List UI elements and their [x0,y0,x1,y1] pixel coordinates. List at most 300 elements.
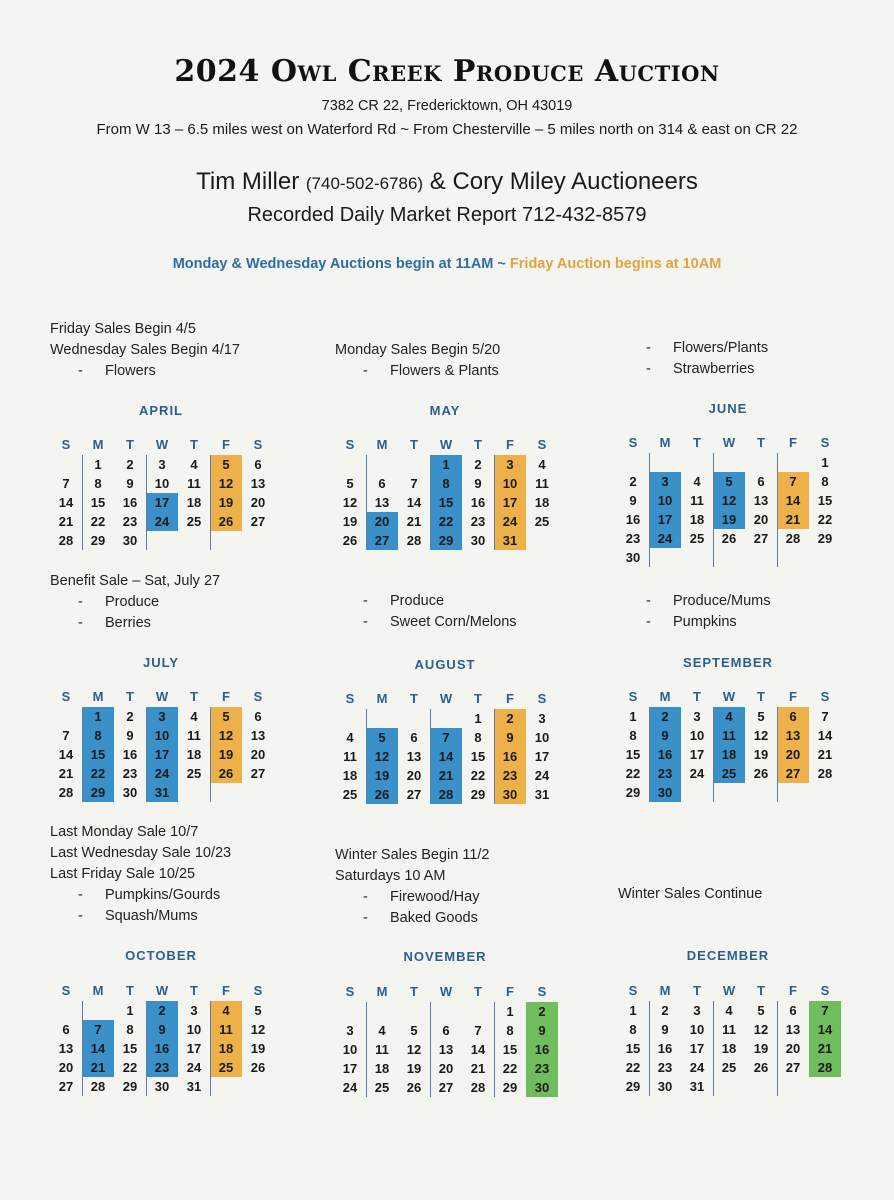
weekday-header: F [222,983,230,998]
day-cell: 28 [58,785,74,800]
day-cell: 3 [146,707,178,726]
day-cell: 25 [713,764,745,783]
weekday-header: F [506,437,514,452]
note-item: - Produce [335,591,517,612]
day-cell: 6 [757,474,765,489]
month-name-august: AUGUST [414,657,476,672]
weekday-header: T [410,691,418,706]
day-cell: 20 [777,745,809,764]
notes-aug [335,591,517,633]
day-cell: 28 [406,533,422,548]
notes-may [335,340,500,382]
day-cell: 8 [629,1022,637,1037]
weekday-header: M [376,691,388,706]
grid-divider [713,1001,714,1096]
day-cell: 25 [721,1060,737,1075]
day-cell: 12 [753,1022,769,1037]
day-cell: 20 [58,1060,74,1075]
note-item: - Squash/Mums [50,906,231,927]
day-cell: 8 [474,730,482,745]
day-cell: 11 [375,1042,389,1057]
day-cell: 7 [410,476,418,491]
day-cell: 21 [58,766,74,781]
weekday-header: F [789,435,797,450]
day-cell: 29 [502,1080,518,1095]
day-cell: 3 [190,1003,198,1018]
note-item: - Sweet Corn/Melons [335,612,517,633]
day-cell: 9 [494,728,526,747]
day-cell: 4 [190,709,198,724]
day-cell: 19 [753,1041,769,1056]
day-cell: 22 [82,764,114,783]
day-cell: 9 [126,476,134,491]
day-cell: 26 [342,533,358,548]
weekday-header: S [820,689,830,704]
grid-divider [713,453,714,567]
notes-dec [618,884,762,905]
day-cell: 6 [410,730,418,745]
day-cell: 22 [625,1060,641,1075]
weekday-header: W [439,984,453,999]
day-cell: 2 [494,709,526,728]
day-cell: 21 [82,1058,114,1077]
day-cell: 24 [649,529,681,548]
day-cell: 7 [62,476,70,491]
weekday-header: S [345,437,355,452]
day-cell: 13 [374,495,390,510]
day-cell: 29 [122,1079,138,1094]
day-cell: 21 [58,514,74,529]
notes-oct [50,822,231,927]
day-cell: 28 [90,1079,106,1094]
day-cell: 5 [346,476,354,491]
day-cell: 3 [538,711,546,726]
day-cell: 16 [122,495,138,510]
note-line: Last Monday Sale 10/7 [50,824,199,840]
day-cell: 2 [146,1001,178,1020]
day-cell: 21 [817,747,833,762]
day-cell: 2 [629,474,637,489]
note-line: Wednesday Sales Begin 4/17 [50,342,240,358]
day-cell: 26 [210,764,242,783]
day-cell: 19 [342,514,358,529]
day-cell: 3 [693,1003,701,1018]
day-cell: 14 [58,495,74,510]
day-cell: 25 [342,787,358,802]
day-cell: 23 [122,766,138,781]
day-cell: 7 [821,709,829,724]
day-cell: 8 [94,476,102,491]
day-cell: 4 [538,457,546,472]
day-cell: 24 [146,512,178,531]
weekday-header: S [537,437,547,452]
weekday-header: T [757,983,765,998]
auctioneer-2: & Cory Miley Auctioneers [429,168,698,195]
weekday-header: W [722,689,736,704]
day-cell: 9 [474,476,482,491]
day-cell: 14 [809,1020,841,1039]
day-cell: 15 [625,1041,641,1056]
day-cell: 23 [526,1059,558,1078]
note-line: Last Wednesday Sale 10/23 [50,845,232,861]
note-item: - Flowers/Plants [618,338,768,359]
weekday-header: M [92,983,104,998]
day-cell: 19 [250,1041,266,1056]
weekday-header: S [345,984,355,999]
day-cell: 30 [657,1079,673,1094]
weekday-header: S [61,983,71,998]
day-cell: 10 [494,474,526,493]
grid-divider [210,455,211,550]
weekday-header: S [537,691,547,706]
day-cell: 19 [406,1061,422,1076]
day-cell: 15 [430,493,462,512]
day-cell: 11 [187,728,201,743]
weekday-header: S [820,983,830,998]
weekday-header: W [722,435,736,450]
day-cell: 1 [821,455,829,470]
day-cell: 20 [366,512,398,531]
weekday-header: T [190,689,198,704]
day-cell: 20 [753,512,769,527]
day-cell: 21 [470,1061,486,1076]
weekday-header: T [474,984,482,999]
day-cell: 16 [649,745,681,764]
note-item: - Flowers [50,361,240,382]
day-cell: 26 [753,1060,769,1075]
day-cell: 3 [494,455,526,474]
grid-divider [649,453,650,567]
day-cell: 25 [374,1080,390,1095]
day-cell: 15 [90,495,106,510]
note-item: - Berries [50,613,220,634]
day-cell: 26 [210,512,242,531]
day-cell: 17 [342,1061,358,1076]
day-cell: 22 [817,512,833,527]
day-cell: 20 [250,747,266,762]
day-cell: 7 [474,1023,482,1038]
day-cell: 14 [82,1039,114,1058]
day-cell: 8 [506,1023,514,1038]
day-cell: 13 [250,728,266,743]
day-cell: 29 [90,533,106,548]
day-cell: 16 [494,747,526,766]
day-cell: 25 [534,514,550,529]
day-cell: 4 [725,1003,733,1018]
day-cell: 5 [410,1023,418,1038]
weekday-header: T [693,435,701,450]
day-cell: 13 [753,493,769,508]
weekday-header: T [410,437,418,452]
day-cell: 2 [126,709,134,724]
weekday-header: T [474,691,482,706]
weekday-header: M [92,689,104,704]
day-cell: 15 [625,747,641,762]
day-cell: 18 [721,1041,737,1056]
weekday-header: W [722,983,736,998]
day-cell: 21 [809,1039,841,1058]
weekday-header: S [628,689,638,704]
day-cell: 18 [186,747,202,762]
day-cell: 6 [378,476,386,491]
auctioneers [0,168,894,196]
day-cell: 29 [470,787,486,802]
month-name-may: MAY [429,403,461,418]
market-report-line: Recorded Daily Market Report 712-432-8579 [247,204,647,226]
day-cell: 2 [526,1002,558,1021]
day-cell: 18 [534,495,550,510]
day-cell: 18 [713,745,745,764]
note-item: - Baked Goods [335,908,489,929]
grid-divider [146,455,147,550]
day-cell: 21 [430,766,462,785]
day-cell: 3 [649,472,681,491]
day-cell: 16 [122,747,138,762]
day-cell: 26 [721,531,737,546]
day-cell: 14 [430,747,462,766]
day-cell: 26 [406,1080,422,1095]
day-cell: 9 [526,1021,558,1040]
day-cell: 14 [817,728,833,743]
day-cell: 29 [430,531,462,550]
day-cell: 5 [210,455,242,474]
day-cell: 7 [82,1020,114,1039]
day-cell: 4 [713,707,745,726]
day-cell: 4 [378,1023,386,1038]
day-cell: 29 [82,783,114,802]
weekday-header: W [155,689,169,704]
day-cell: 7 [777,472,809,491]
grid-divider [82,1001,83,1096]
day-cell: 30 [649,783,681,802]
notes-jul [50,571,220,634]
weekday-header: F [789,689,797,704]
day-cell: 1 [506,1004,514,1019]
day-cell: 23 [470,514,486,529]
weekday-header: F [789,983,797,998]
day-cell: 10 [649,491,681,510]
auctioneer-phone: (740-502-6786) [305,174,424,193]
schedule-mon-wed: Monday & Wednesday Auctions begin at 11AM [172,256,494,272]
grid-divider [430,1002,431,1097]
grid-divider [494,1002,495,1097]
note-item: - Produce/Mums [618,591,771,612]
day-cell: 11 [535,476,549,491]
grid-divider [777,707,778,802]
weekday-header: S [628,435,638,450]
grid-divider [777,453,778,567]
day-cell: 20 [785,1041,801,1056]
day-cell: 30 [470,533,486,548]
day-cell: 19 [210,745,242,764]
day-cell: 17 [534,749,550,764]
day-cell: 19 [753,747,769,762]
day-cell: 30 [494,785,526,804]
day-cell: 1 [629,1003,637,1018]
day-cell: 23 [494,766,526,785]
day-cell: 20 [438,1061,454,1076]
auction-schedule [0,256,894,272]
grid-divider [494,455,495,550]
day-cell: 17 [494,493,526,512]
day-cell: 24 [534,768,550,783]
day-cell: 8 [126,1022,134,1037]
grid-divider [366,455,367,550]
day-cell: 15 [470,749,486,764]
day-cell: 7 [809,1001,841,1020]
day-cell: 22 [430,512,462,531]
day-cell: 16 [625,512,641,527]
month-name-december: DECEMBER [686,948,770,963]
notes-nov [335,845,489,929]
weekday-header: M [659,689,671,704]
page-title: 2024 Owl Creek Produce Auction [174,54,720,89]
day-cell: 11 [187,476,201,491]
day-cell: 30 [625,550,641,565]
day-cell: 6 [62,1022,70,1037]
schedule-separator: ~ [493,256,510,272]
day-cell: 23 [657,1060,673,1075]
month-name-july: JULY [142,655,180,670]
day-cell: 31 [146,783,178,802]
weekday-header: T [693,983,701,998]
weekday-header: W [155,983,169,998]
day-cell: 1 [126,1003,134,1018]
day-cell: 17 [146,493,178,512]
day-cell: 10 [534,730,550,745]
day-cell: 4 [210,1001,242,1020]
day-cell: 27 [250,514,266,529]
day-cell: 30 [154,1079,170,1094]
note-item: - Pumpkins [618,612,771,633]
weekday-header: S [345,691,355,706]
weekday-header: T [126,689,134,704]
day-cell: 28 [58,533,74,548]
day-cell: 3 [346,1023,354,1038]
day-cell: 7 [430,728,462,747]
note-item: - Flowers & Plants [335,361,500,382]
schedule-friday: Friday Auction begins at 10AM [509,256,722,272]
day-cell: 5 [757,709,765,724]
day-cell: 25 [210,1058,242,1077]
grid-divider [146,1001,147,1096]
weekday-header: W [439,691,453,706]
day-cell: 2 [649,707,681,726]
day-cell: 23 [122,514,138,529]
day-cell: 23 [625,531,641,546]
day-cell: 3 [158,457,166,472]
weekday-header: S [61,437,71,452]
auctioneer-1: Tim Miller [196,168,300,195]
day-cell: 27 [250,766,266,781]
notes-jun [618,338,768,380]
grid-divider [366,709,367,804]
weekday-header: F [222,437,230,452]
day-cell: 5 [254,1003,262,1018]
day-cell: 28 [785,531,801,546]
day-cell: 28 [430,785,462,804]
weekday-header: T [126,437,134,452]
notes-sep [618,591,771,633]
day-cell: 18 [210,1039,242,1058]
note-line: Friday Sales Begin 4/5 [50,321,196,337]
month-name-april: APRIL [139,403,183,418]
weekday-header: S [61,689,71,704]
month-name-november: NOVEMBER [403,949,487,964]
day-cell: 12 [406,1042,422,1057]
day-cell: 2 [126,457,134,472]
day-cell: 18 [374,1061,390,1076]
day-cell: 22 [502,1061,518,1076]
day-cell: 6 [789,1003,797,1018]
day-cell: 8 [82,726,114,745]
grid-divider [82,707,83,802]
weekday-header: T [126,983,134,998]
day-cell: 31 [494,531,526,550]
day-cell: 9 [629,493,637,508]
weekday-header: F [506,691,514,706]
day-cell: 10 [154,476,170,491]
day-cell: 22 [122,1060,138,1075]
grid-divider [494,709,495,804]
day-cell: 11 [343,749,357,764]
day-cell: 27 [785,1060,801,1075]
day-cell: 5 [366,728,398,747]
grid-divider [82,455,83,550]
day-cell: 18 [342,768,358,783]
day-cell: 18 [689,512,705,527]
weekday-header: T [190,437,198,452]
weekday-header: S [820,435,830,450]
day-cell: 5 [757,1003,765,1018]
weekday-header: W [155,437,169,452]
day-cell: 17 [689,1041,705,1056]
day-cell: 20 [406,768,422,783]
weekday-header: F [506,984,514,999]
day-cell: 15 [817,493,833,508]
month-name-june: JUNE [708,401,748,416]
day-cell: 8 [430,474,462,493]
day-cell: 18 [186,495,202,510]
directions: From W 13 – 6.5 miles west on Waterford Rd ~ From Chesterville – 5 miles north on 314 & east on CR 22 [96,121,798,138]
note-item: - Firewood/Hay [335,887,489,908]
day-cell: 24 [342,1080,358,1095]
day-cell: 13 [785,1022,801,1037]
day-cell: 16 [657,1041,673,1056]
day-cell: 14 [470,1042,486,1057]
day-cell: 9 [661,1022,669,1037]
day-cell: 26 [250,1060,266,1075]
day-cell: 8 [821,474,829,489]
weekday-header: M [659,435,671,450]
month-name-september: SEPTEMBER [683,655,773,670]
grid-divider [430,709,431,804]
day-cell: 1 [430,455,462,474]
day-cell: 27 [406,787,422,802]
day-cell: 15 [122,1041,138,1056]
day-cell: 7 [62,728,70,743]
day-cell: 12 [210,474,242,493]
day-cell: 4 [693,474,701,489]
day-cell: 23 [146,1058,178,1077]
weekday-header: M [376,437,388,452]
day-cell: 10 [186,1022,202,1037]
weekday-header: T [757,435,765,450]
weekday-header: F [222,689,230,704]
day-cell: 31 [689,1079,705,1094]
weekday-header: S [253,689,263,704]
day-cell: 17 [186,1041,202,1056]
